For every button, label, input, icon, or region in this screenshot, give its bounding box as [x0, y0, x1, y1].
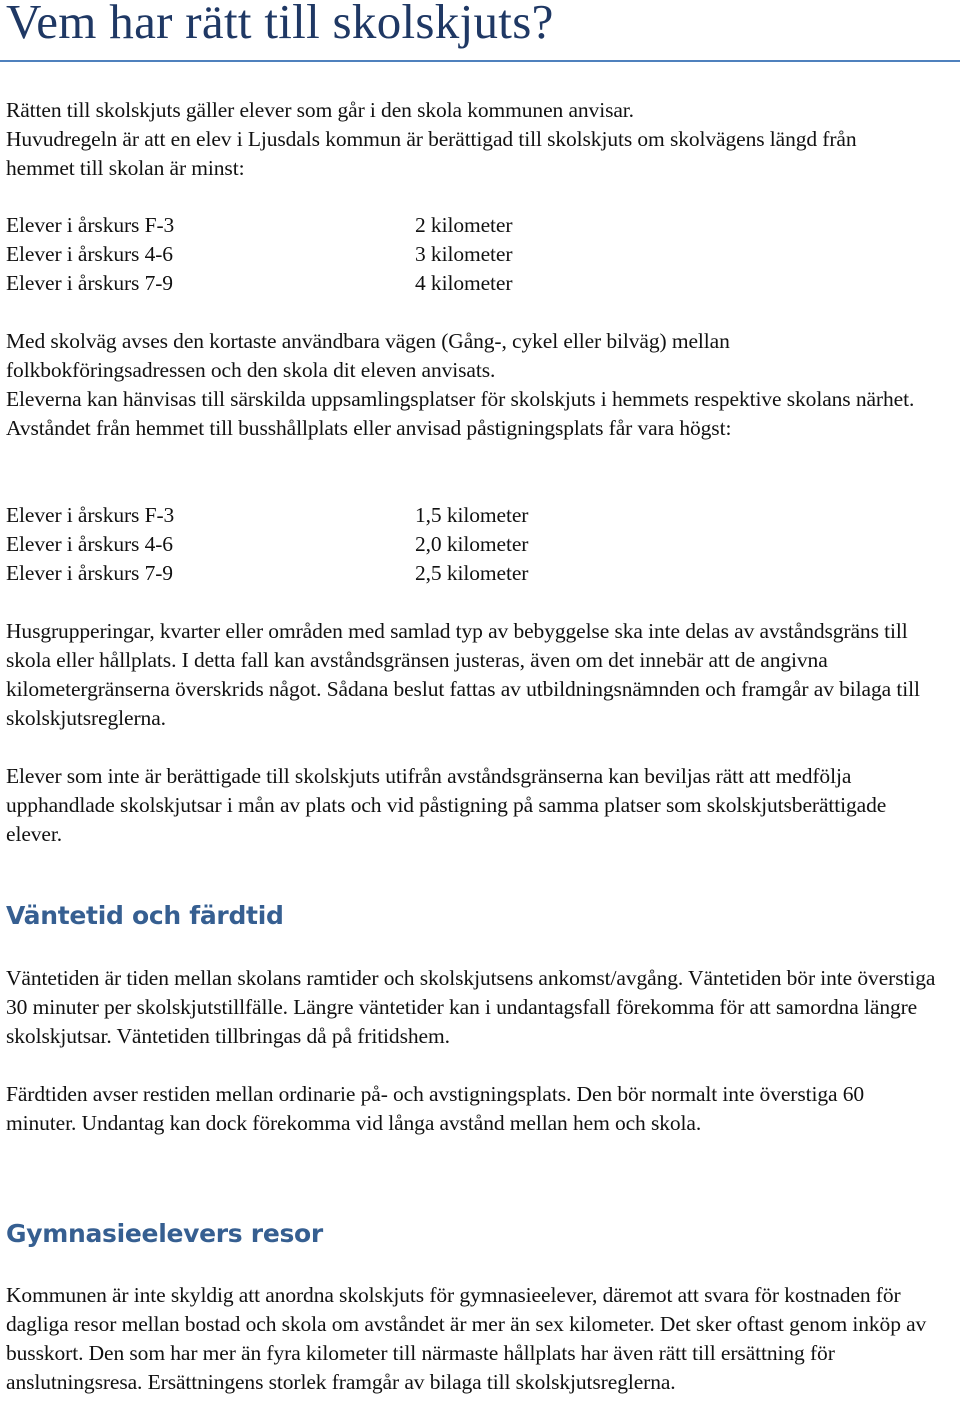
- min-distance-row: [6, 240, 706, 269]
- min-distance-row: [6, 211, 706, 240]
- min-distance-table: [6, 211, 706, 298]
- distance-value: 4 kilometer: [415, 271, 513, 295]
- max-stop-row: [6, 530, 706, 559]
- min-distance-row: [6, 269, 706, 298]
- not-entitled-paragraph: Elever som inte är berättigade till skolskjuts utifrån avståndsgränserna kan beviljas rätt att medfölja upphandlade skolskjutsar i mån av plats och vid påstigning på samma platser som skolskjutsberättigade elever.: [6, 764, 887, 846]
- distance-value: 2 kilometer: [415, 213, 513, 237]
- grade-label: Elever i årskurs 4-6: [6, 532, 173, 556]
- section-heading-gymnasium: Gymnasieelevers resor: [6, 1219, 323, 1248]
- travel-time-paragraph: Färdtiden avser restiden mellan ordinarie på- och avstigningsplats. Den bör normalt inte överstiga 60 minuter. Undantag kan dock förekomma vid långa avstånd mellan hem och skola.: [6, 1082, 865, 1135]
- route-paragraph-1: Med skolväg avses den kortaste användbara vägen (Gång-, cykel eller bilväg) mellan folkbokföringsadressen och den skola dit eleven anvisats.: [6, 329, 730, 382]
- distance-value: 1,5 kilometer: [415, 503, 529, 527]
- distance-value: 3 kilometer: [415, 242, 513, 266]
- grade-label: Elever i årskurs 7-9: [6, 271, 173, 295]
- page-title: Vem har rätt till skolskjuts?: [6, 0, 554, 49]
- max-stop-distance-table: [6, 501, 706, 588]
- grade-label: Elever i årskurs F-3: [6, 213, 175, 237]
- route-paragraph-2: Eleverna kan hänvisas till särskilda uppsamlingsplatser för skolskjuts i hemmets respektive skolans närhet. Avståndet från hemmet till busshållplats eller anvisad påstigningsplats får vara högst:: [6, 387, 915, 440]
- grade-label: Elever i årskurs F-3: [6, 503, 175, 527]
- wait-paragraph: Väntetiden är tiden mellan skolans ramtider och skolskjutsens ankomst/avgång. Väntetiden bör inte överstiga 30 minuter per skolskjutstillfälle. Längre väntetider kan i undantagsfall förekomma för att samordna längre skolskjutsar. Väntetiden tillbringas då på fritidshem.: [6, 966, 936, 1048]
- grade-label: Elever i årskurs 7-9: [6, 561, 173, 585]
- title-underline: [0, 60, 960, 62]
- max-stop-row: [6, 501, 706, 530]
- distance-value: 2,5 kilometer: [415, 561, 529, 585]
- max-stop-row: [6, 559, 706, 588]
- section-heading-wait: Väntetid och färdtid: [6, 901, 284, 930]
- gymnasium-paragraph: Kommunen är inte skyldig att anordna skolskjuts för gymnasieelever, däremot att svara för kostnaden för dagliga resor mellan bostad och skola om avståndet är mer än sex kilometer. Det sker oftast genom inköp av busskort. Den som har mer än fyra kilometer till närmaste hållplats har även rätt till ersättning för anslutningsresa. Ersättningens storlek framgår av bilaga till skolskjutsreglerna.: [6, 1283, 927, 1394]
- intro-line-2: Huvudregeln är att en elev i Ljusdals kommun är berättigad till skolskjuts om skolvägens längd från hemmet till skolan är minst:: [6, 127, 857, 180]
- intro-line-1: Rätten till skolskjuts gäller elever som går i den skola kommunen anvisar.: [6, 98, 634, 122]
- groups-paragraph: Husgrupperingar, kvarter eller områden med samlad typ av bebyggelse ska inte delas av avståndsgräns till skola eller hållplats. I detta fall kan avståndsgränsen justeras, även om det innebär att de angivna kilometergränserna överskrids något. Sådana beslut fattas av utbildningsnämnden och framgår av bilaga till skolskjutsreglerna.: [6, 619, 920, 730]
- distance-value: 2,0 kilometer: [415, 532, 529, 556]
- route-definition: [6, 327, 956, 443]
- intro-text: [6, 96, 956, 183]
- grade-label: Elever i årskurs 4-6: [6, 242, 173, 266]
